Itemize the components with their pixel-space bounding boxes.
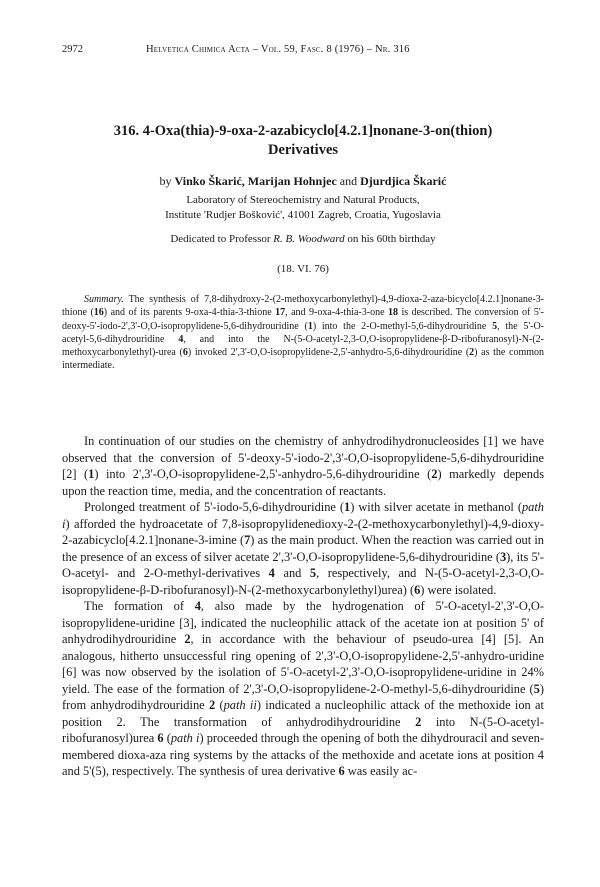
summary-text: The synthesis of 7,8-dihydroxy-2-(2-methoxycarbonylethyl)-4,9-dioxa-2-aza-bicyclo[4.2.1]nonane-3-thione (: [62, 294, 544, 319]
title-line-2: Derivatives: [267, 142, 339, 158]
compound-number: 6: [157, 731, 164, 745]
article-title: [62, 122, 544, 160]
compound-number: 16: [93, 307, 104, 319]
body-text: (: [163, 731, 171, 745]
body-text: , also made by the hydrogenation of 5'-O-acetyl-2',3'-O,O-isopropylidene-uridine [3], indicated the nucleophilic attack of the acetate ion at position 5' of anhydrodihydrouridine: [62, 599, 544, 646]
body-text: and: [274, 566, 310, 580]
summary-text: , and 9-oxa-4-thia-3-one: [285, 307, 388, 319]
dedication: [62, 233, 544, 245]
compound-number: 18: [387, 307, 398, 319]
body-text: ) proceeded through the opening of both the dihydrouracil and seven-membered dioxa-aza ring systems by the attacks of the methoxide and acetate ions at position 4 and 5'(5), respectively. The synthesis of urea derivative: [62, 731, 545, 778]
body-text: ) markedly depends upon the reaction time, media, and the concentration of reactants.: [62, 467, 545, 498]
author-line: [62, 174, 544, 189]
authors-last: Djurdjica Škarić: [360, 174, 447, 188]
affiliation-line-1: Laboratory of Stereochemistry and Natural Products,: [186, 194, 420, 206]
summary-label: Summary.: [84, 294, 124, 305]
compound-number: 2: [469, 347, 475, 359]
body-text: (: [215, 698, 224, 712]
compound-number: 5: [533, 681, 540, 696]
title-line-1: 316. 4-Oxa(thia)-9-oxa-2-azabicyclo[4.2.1]nonane-3-on(thion): [113, 123, 493, 139]
compound-number: 1: [307, 320, 313, 332]
summary-text: ) invoked 2',3'-O,O-isopropylidene-2,5'-anhydro-5,6-dihydrouridine (: [187, 347, 470, 359]
compound-number: 4: [268, 566, 275, 580]
running-head: Helvetica Chimica Acta – Vol. 59, Fasc. 8 (1976) – Nr. 316: [146, 44, 410, 55]
body-text: , in accordance with the behaviour of pseudo-urea [4] [5]. An analogous, hitherto unsuccessful ring opening of 2',3'-O,O-isopropylidene-2,5'-anhydro-uridine [6] was now observed by the isolation of 5'-O-acetyl-2',3'-O,O-isopropylidene-uridine in 24% yield. The ease of the formation of 2',3'-O,O-isopropylidene-2-O-methyl-5,6-dihydrouridine (: [62, 632, 544, 696]
summary-text: ) as the common intermediate.: [62, 347, 544, 372]
summary-text: , the 5'-O-acetyl-5,6-dihydrouridine: [62, 320, 544, 345]
summary-text: is described. The conversion of 5'-deoxy-5'-iodo-2',3'-O,O-isopropylidene-5,6-dihydrouridine (: [62, 307, 544, 332]
running-header: [62, 44, 546, 58]
paragraph-2: [62, 499, 544, 598]
body-text: ) with silver acetate in methanol (: [350, 500, 522, 514]
compound-number: 17: [275, 307, 286, 319]
body-text: The formation of: [84, 599, 195, 613]
paragraph-1: [62, 433, 544, 499]
authors-primary: Vinko Škarić, Marijan Hohnjec: [174, 174, 337, 188]
path-label: path i: [170, 731, 200, 745]
page-number: 2972: [62, 44, 83, 55]
body-text: ) were isolated.: [420, 582, 497, 597]
body-text: Prolonged treatment of 5'-iodo-5,6-dihydrouridine (: [84, 500, 345, 514]
summary-text: , and into the N-(5-O-acetyl-2,3-O,O-isopropylidene-β-D-ribofuranosyl)-N-(2-methoxycarbonylethyl)-urea (: [62, 333, 545, 359]
compound-number: 2: [431, 467, 438, 481]
body-text: ) indicated a nucleophilic attack of the methoxide ion at position 2. The transformation of anhydrodihydrouridine: [62, 698, 544, 729]
affiliation-line-2: Institute 'Rudjer Bošković', 41001 Zagreb, Croatia, Yugoslavia: [165, 208, 441, 221]
body-text: ) as the main product. When the reaction was carried out in the presence of an excess of silver acetate 2',3'-O,O-isopropylidene-5,6-dihydrouridine (: [62, 533, 544, 564]
received-date: (18. VI. 76): [277, 263, 329, 275]
article-body: [62, 433, 544, 780]
compound-number: 2: [415, 714, 422, 729]
affiliation: [62, 193, 544, 222]
summary-text: ) and of its parents 9-oxa-4-thia-3-thione: [103, 307, 276, 319]
dedication-pre: Dedicated to Professor: [170, 233, 271, 245]
body-text: ) into 2',3'-O,O-isopropylidene-2,5'-anhydro-5,6-dihydrouridine (: [94, 467, 432, 481]
compound-number: 2: [184, 632, 191, 646]
compound-number: 6: [414, 582, 421, 597]
compound-number: 4: [178, 333, 184, 345]
body-text: into N-(5-O-acetyl-ribofuranosyl)urea: [62, 714, 544, 745]
compound-number: 7: [244, 533, 251, 547]
compound-number: 4: [194, 599, 201, 613]
compound-number: 6: [182, 347, 188, 359]
dedication-name: R. B. Woodward: [273, 233, 345, 245]
path-label: path ii: [223, 698, 257, 712]
summary-text: ) into the 2-O-methyl-5,6-dihydrouridine: [312, 320, 493, 332]
compound-number: 1: [344, 500, 351, 514]
path-label: path i: [62, 500, 544, 531]
body-text: , respectively, and N-(5-O-acetyl-2,3-O,O-isopropylidene-β-D-ribofuranosyl)-N-(2-methoxycarbonylethyl)urea) (: [62, 566, 544, 597]
compound-number: 5: [309, 566, 317, 580]
dedication-post: on his 60th birthday: [347, 233, 436, 245]
paragraph-3: [62, 598, 544, 780]
compound-number: 3: [499, 549, 507, 564]
body-text: ) from anhydrodihydrouridine: [62, 681, 544, 712]
body-text: In continuation of our studies on the chemistry of anhydrodihydronucleosides [1] we have observed that the conversion of 5'-deoxy-5'-iodo-2',3'-O,O-isopropylidene-5,6-dihydrouridine [2] (: [62, 434, 544, 481]
body-text: ) afforded the hydroacetate of 7,8-isopropylidenedioxy-2-(2-methoxycarbonylethyl)-4,9-dioxy-2-azabicyclo[4.2.1]nonane-3-imine (: [62, 516, 544, 547]
summary-abstract: [62, 293, 544, 373]
compound-number: 6: [338, 764, 345, 778]
compound-number: 1: [88, 467, 95, 481]
and-word: and: [339, 174, 358, 188]
body-text: ), its 5'-O-acetyl- and 2-O-methyl-derivatives: [62, 549, 544, 580]
compound-number: 2: [208, 698, 216, 712]
compound-number: 5: [492, 320, 498, 332]
body-text: was easily ac-: [344, 764, 418, 778]
by-word: by: [159, 174, 172, 188]
